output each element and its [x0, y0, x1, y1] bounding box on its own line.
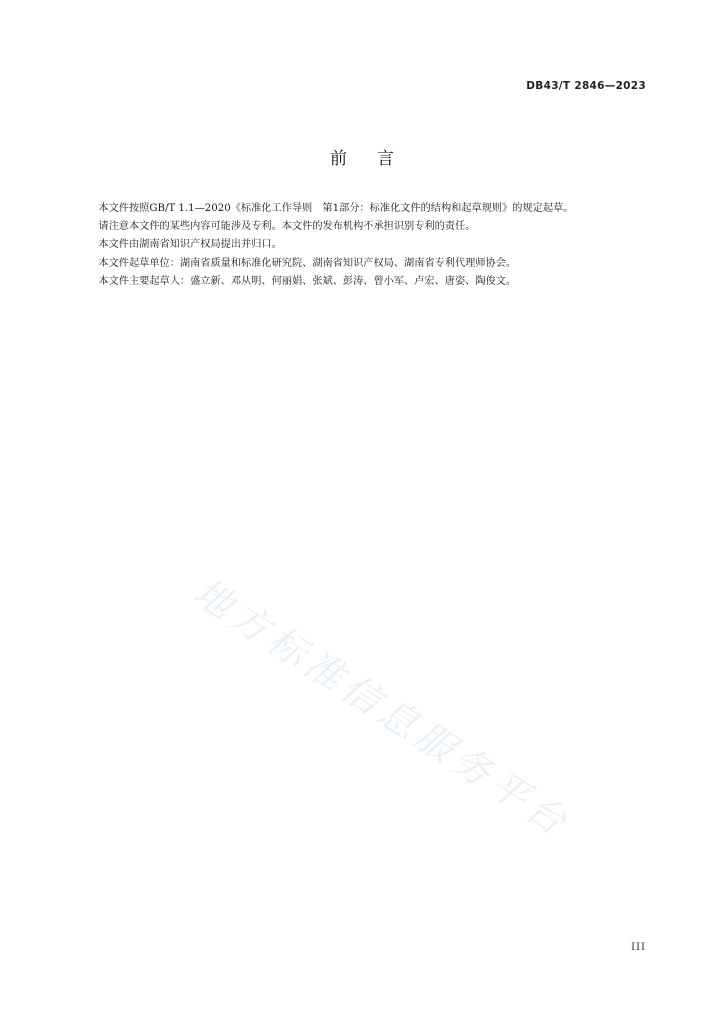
paragraph-drafting-units: 本文件起草单位：湖南省质量和标准化研究院、湖南省知识产权局、湖南省专利代理师协会。 [98, 257, 517, 269]
page-number: III [631, 942, 646, 953]
watermark: 地方标准信息服务平台 [185, 569, 579, 847]
foreword-body [78, 200, 648, 291]
paragraph-proposer: 本文件由湖南省知识产权局提出并归口。 [98, 239, 282, 251]
document-code: DB43/T 2846—2023 [526, 80, 646, 92]
paragraph-drafting-rules: 本文件按照GB/T 1.1—2020《标准化工作导则 第1部分：标准化文件的结构和起草规则》的规定起草。 [98, 203, 574, 214]
paragraph-drafters: 本文件主要起草人：盛立新、邓从明、何丽娟、张斌、彭涛、曾小军、卢宏、唐姿、陶俊文。 [98, 275, 517, 287]
page-title: 前言 [330, 149, 424, 169]
paragraph-patent-notice: 请注意本文件的某些内容可能涉及专利。本文件的发布机构不承担识别专利的责任。 [98, 221, 476, 233]
